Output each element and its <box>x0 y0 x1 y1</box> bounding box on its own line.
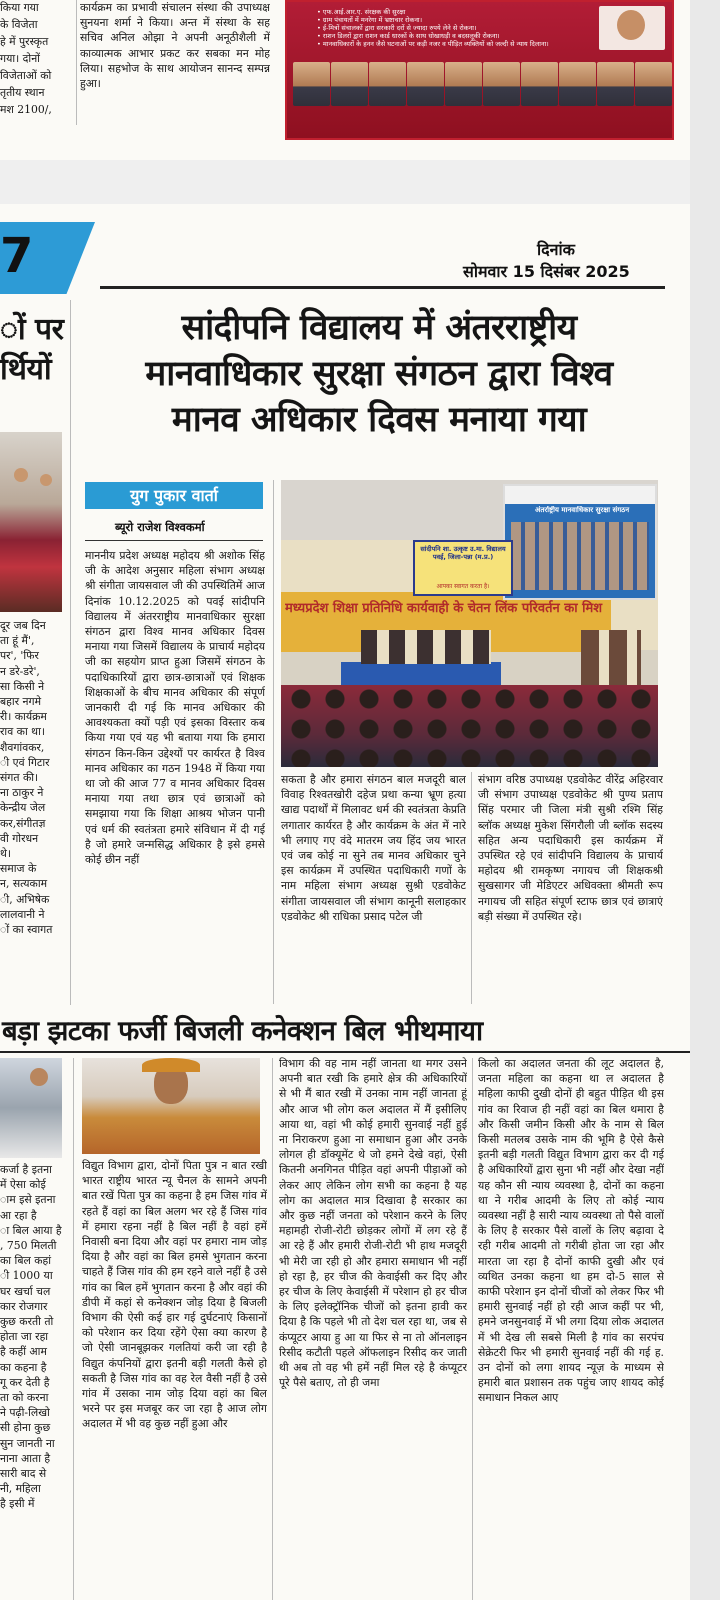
second-story-left-line: में ऐसा कोई <box>0 1178 46 1192</box>
left-headline-line: र्थियों <box>0 352 52 387</box>
second-story-left-line: आ रहा है <box>0 1208 37 1222</box>
byline: ब्यूरो राजेश विश्वकर्मा <box>115 520 205 534</box>
second-story-left-line: सुन जानती ना <box>0 1436 55 1450</box>
advertisement-line: • एफ.आई.आर.ए. संरक्षक की सुरक्षा <box>317 8 406 16</box>
second-story-left-line: नी, महिला <box>0 1482 41 1496</box>
column-divider <box>272 1058 273 1600</box>
students-audience <box>281 685 658 767</box>
page-gutter <box>690 0 720 1600</box>
event-banner <box>503 484 657 600</box>
second-story-column-3: विभाग की वह नाम नहीं जानता था मगर उसने अपनी बात रखी कि हमारे क्षेत्र की अधिकारियों से भी मैं बात रखी में उनका नाम नहीं जानता हूं और आज भी लोग कल अदालत में मैं इसीलिए आया था, वहां भी कोई हमारी सुनवाई नहीं हुई ना निराकरण हुआ ना समाधान हुआ और उनके लोगल ही डॉक्यूमेंट थे जो हमने देखे वहां, ऐसी कितनी अनगिनत पीड़ित वहां अपनी पीड़ाओं को लेकर आए लेकिन लोग सभी का कहना है यह लोग का अदालत मात्र दिखावा है सरकार का और कुछ नहीं जनता को परेशान करने के लिए महामही रोजी-रोटी छोड़कर लोगों में लग रहे हैं आ रहे हैं और हमारी रोजी-रोटी भी हाथ मजदूरी भी मेरी जा रही हो और हमारा समाधान भी नहीं हो रहा है, हर चीज की केवाईसी कर दिए और हर चीज के लिए केवाईसी में परेशान हो हर चीज के लिए इलेक्ट्रॉनिक चीजों को इतना हावी कर दिया है कि पहले भी तो देश चल रहा था, जब से कंप्यूटर आया हु आ या फिर से ना तो ऑनलाइन रिसीद कटौती पहले ऑफलाइन रिसीद कर जाती थी अब तो वह भी हमें नहीं मिल रहे है कंप्यूटर पूरे पैसे बताए, तो ही जमा <box>279 1057 467 1390</box>
byline-rule <box>85 540 263 541</box>
left-story-line: थे। <box>0 847 11 861</box>
top-column-2: कार्यक्रम का प्रभावी संचालन संस्था की उपाध्यक्ष सुनयना शर्मा ने किया। अन्त में संस्था के सह सचिव अनिल ओझा ने अपनी अनूठीशैली में काव्यात्मक आभार प्रकट कर सबका मन मोह लिया। सहभोज के साथ आयोजन सानन्द सम्पन्न हुआ। <box>80 1 270 91</box>
left-story-line: बहार नगमे <box>0 695 42 709</box>
left-story-line: ता हूं मैं', <box>0 634 35 648</box>
second-story-left-line: है कहीं आम <box>0 1345 47 1359</box>
left-headline-line: ों पर <box>0 312 64 347</box>
member-photo <box>331 62 368 106</box>
column-divider <box>70 300 71 1005</box>
advertisement-line: • ग्राम पंचायतों में मनरेगा में भ्रष्टाचार रोकना। <box>317 16 423 24</box>
page-number: 7 <box>0 228 34 284</box>
column-divider <box>273 480 274 1004</box>
second-story-left-line: घर खर्चा चल <box>0 1284 51 1298</box>
left-story-line: संगत की। <box>0 771 39 785</box>
left-story-line: ों का स्वागत <box>0 923 53 937</box>
second-story-left-line: सारी बाद से <box>0 1467 47 1481</box>
column-divider <box>471 772 472 1004</box>
top-column-1-line: तृतीय स्थान <box>0 86 45 99</box>
member-photo <box>407 62 444 106</box>
second-story-left-line: कर्जा है इतना <box>0 1163 52 1176</box>
date-label: दिनांक <box>537 240 575 259</box>
main-headline <box>84 305 674 443</box>
person-head <box>14 468 28 482</box>
second-story-left-line: गू कर देती है <box>0 1375 50 1389</box>
news-agency-tag: युग पुकार वार्ता <box>85 482 263 509</box>
second-story-rule <box>0 1051 690 1053</box>
member-photo <box>483 62 520 106</box>
second-story-left-line: ा बिल आया है <box>0 1223 62 1237</box>
left-story-line: ना ठाकुर ने <box>0 786 44 800</box>
portrait-face <box>617 10 645 40</box>
second-story-left-text <box>0 1162 68 1512</box>
top-column-1-line: हे में पुरस्कृत <box>0 35 49 48</box>
second-story-left-line: , 750 मिलती <box>0 1239 57 1253</box>
left-story-line: री। कार्यक्रम <box>0 710 47 724</box>
member-photo <box>597 62 634 106</box>
advertisement-banner <box>285 0 674 140</box>
top-column-1-line: के विजेता <box>0 18 38 31</box>
advertisement-faces-row <box>287 60 672 135</box>
second-story-left-line: सी होना कुछ <box>0 1421 51 1435</box>
main-headline-line-1: सांदीपनि विद्यालय में अंतरराष्ट्रीय <box>181 308 577 348</box>
member-photo <box>521 62 558 106</box>
advertisement-text <box>317 8 587 48</box>
second-story-left-line: ी 1000 या <box>0 1269 53 1283</box>
dignitaries <box>361 630 491 664</box>
woman-saree-head <box>142 1058 200 1072</box>
column-divider <box>73 1058 74 1600</box>
main-story-column-2: सकता है और हमारा संगठन बाल मजदूरी बाल विवाह रिश्वतखोरी दहेज प्रथा कन्या भ्रूण हत्या खाद्य पदार्थों में मिलावट धर्म की स्वतंत्रता केप्रति लगातार कार्यरत है और कार्यक्रम के अंत में नारे भी लगाए गए वंदे मातरम जय हिंद जय भारत एवं जब कोई ना सुने तब मानव अधिकार चुने इस कार्यक्रम में उपस्थित पदाधिकारी गणों के नाम महिला संभाग अध्यक्ष सुश्री एडवोकेट संगीता जायसवाल जी संभाग कानूनी सलाहकार एडवोकेट श्री राधिका प्रसाद पटेल जी <box>281 773 466 923</box>
main-story-column-1: माननीय प्रदेश अध्यक्ष महोदय श्री अशोक सिंह जी के आदेश अनुसार महिला संभाग अध्यक्ष श्री संगीता जायसवाल जी की उपस्थितिमें आज दिनांक 10.12.2025 को पवई सांदीपनि विद्यालय में अंतरराष्ट्रीय मानवाधिकार सुरक्षा संगठन द्वारा विश्व मानव अधिकार दिवस मनाया गया जिसमें विद्यालय के प्राचार्य महोदय जी का सहयोग प्राप्त हुआ जिसमें संगठन के पदाधिकारियों द्वारा छात्र-छात्राओं एवं शिक्षक शिक्षकाओं के बीच मानव अधिकार की संपूर्ण जानकारी दी गई कि मानव अधिकार की आवश्यकता क्यों पड़ी एवं इसका विस्तार कब किया गया एवं यह भी बताया गया कि हमारा संगठन किन-किन उद्देश्यों पर कार्यरत है विश्व मानव अधिकार का गठन 1948 में किया गया था जो की आज 77 व मानव अधिकार दिवस मनाया गया तथा छात्र एवं छात्राओं को समझाया गया कि शिक्षा आश्रय भोजन पानी एवं धर्म की स्वतंत्रता हमारे संविधान में दी गई है जो हमारे जन्मसिद्ध अधिकार है इसे हमसे कोई छीन नहीं <box>85 549 265 867</box>
second-story-left-line: है इसी में <box>0 1497 35 1511</box>
banner-top <box>505 486 655 504</box>
main-story-column-3: संभाग वरिष्ठ उपाध्यक्ष एडवोकेट वीरेंद्र अहिरवार जी संभाग उपाध्यक्ष एडवोकेट श्री पुण्य प्रताप सिंह परमार जी जिला मंत्री सुश्री रश्मि सिंह ब्लॉक अध्यक्ष मुकेश सिंगरौली जी ब्लॉक सदस्य सहित अन्य पदाधिकारी इस कार्यक्रम में उपस्थित रहे एवं सांदीपनि विद्यालय के प्राचार्य महोदय श्री रामकृष्ण नगायच जी शिक्षकश्री सुखसागर जी मेडिएटर अधिवक्ता श्रीमती रूप नगायच जी सहित संपूर्ण स्टाफ छात्र एवं छात्राएं बड़ी संख्या में उपस्थित रहे। <box>478 773 663 923</box>
standing-people <box>581 630 641 690</box>
second-story-left-line: का कहना है <box>0 1360 47 1374</box>
left-story-line: वी गोरधन <box>0 831 39 845</box>
top-column-1-line: गया। दोनों <box>0 52 40 65</box>
woman-photo <box>82 1058 260 1154</box>
left-story-line: राव का था। <box>0 725 45 739</box>
second-story-left-line: कुछ करती तो <box>0 1315 54 1329</box>
school-sign-board <box>413 540 513 596</box>
second-story-headline: बड़ा झटका फर्जी बिजली कनेक्शन बिल भीथमाया <box>2 1015 483 1047</box>
left-story-line: समाज के <box>0 862 37 876</box>
left-story-line: शैवगांवकर, <box>0 740 45 754</box>
column-divider <box>472 1058 473 1600</box>
left-story-line: न, सत्यकाम <box>0 877 48 891</box>
left-story-line: दूर जब दिन <box>0 619 46 632</box>
person-head <box>30 1068 48 1086</box>
top-column-1-line: मश 2100/, <box>0 103 52 116</box>
top-column-1-line: विजेताओं को <box>0 69 52 82</box>
second-story-column-4: किलो का अदालत जनता की लूट अदालत है, जनता महिला का कहना था ल अदालत है महिला काफी दुखी दोनों ही बहुत पीड़ित थी इस गांव का रिवाज ही नहीं वहां का बिल थमारा है और किसी जमीन किसी और के नाम से बिल किसी मतलब उसके नाम की भूमि है ऐसे कैसे इतनी बड़ी गलती विद्युत विभाग द्वारा कर दी गई है अधिकारियों द्वारा सुना भी नहीं और देखा नहीं यह कौन सी न्याय व्यवस्था है, दोनों का कहना था ने गरीब आदमी के लिए तो कोई न्याय व्यवस्था नहीं है सारी न्याय व्यवस्था तो पैसे वालों के लिए है सरकार पैसे वालों के लिए बढ़ावा दे रही गरीब आदमी तो गरीबी होता जा रहा और मारता जा रहा है दोनों काफी दुखी और एवं व्यथित उनका कहना था हम दो-5 साल से काफी परेशान इन दोनों चीजों को लेकर फिर भी हमारी सुनवाई नहीं हो रही आज कहीं पर भी, हमने जनसुनवाई में भी लगा दिया लोक अदालत में भी देख ली सबसे मिली है गांव का सरपंच सेक्रेटरी फिर भी हमारी सुनवाई नहीं की गई ह. उन दोनों को लगा शायद न्यूज़ के माध्यम से हमारी बात प्रशासन तक पहुंच जाए शायद कोई समाधान निकल आए <box>478 1057 664 1405</box>
left-story-line: पर', 'फिर <box>0 649 39 663</box>
school-sign-subtext: आपका स्वागत करता है। <box>436 583 490 590</box>
second-story-left-line: होता जा रहा <box>0 1330 49 1344</box>
left-story-line: न डरे-डरे', <box>0 664 40 678</box>
banner-faces <box>511 522 649 590</box>
member-photo <box>559 62 596 106</box>
second-story-left-line: कार रोजगार <box>0 1299 48 1313</box>
left-story-line: सा किसी ने <box>0 679 45 693</box>
second-story-left-photo <box>0 1058 62 1158</box>
second-story-left-line: नाना आता है <box>0 1451 51 1465</box>
second-story-column-2: विद्युत विभाग द्वारा, दोनों पिता पुत्र न बात रखी भारत राष्ट्रीय भारत न्यू चैनल के सामने अपनी बात रखें पिता पुत्र का कहना है हम जिस गांव में रहते हैं वहां का बिल अलग भर रहे हैं जिस गांव में हमारा रहना नहीं है बिल नहीं है वहां हमें निवासी बना दिया और वहां पर हमारा नाम जोड़ दिया है और वहां का बिल हमसे भुगतान करना चाहते हैं जिस गांव की हम रहने वाले नहीं है उसे गांव का बिल हमें भुगतान करना है और वहां की डीपी में कहां से कनेक्शन जोड़ दिया है बिजली विभाग की ऐसी कई हार गई दुर्घटनाएं किसानों को परेशान कर दिया रहेंगे ऐसा क्या कारण है जो ऐसी जानबूझकर गलतियां करी जा रही है विद्युत कंपनियों द्वारा इतनी बड़ी गलती कैसे हो सकती है जिस गांव का वह रेल वैसी नहीं है उसे गांव में उसका नाम जोड़ दिया वहां का बिल भरने पर इस मजबूर कर जा रहा है आज लोग अदालत में भी वह कुछ नहीं हुआ और <box>82 1159 267 1431</box>
left-story-line: ी एवं गिटार <box>0 755 50 769</box>
person-head <box>40 474 52 486</box>
main-headline-line-3: मानव अधिकार दिवस मनाया गया <box>171 400 587 440</box>
school-sign-text: सांदीपनि शा. उत्कृष्ट उ.मा. विद्यालय पवई, जिला-पन्ना (म.प्र.) <box>420 545 506 561</box>
second-story-left-line: ने पढ़ी-लिखो <box>0 1406 50 1420</box>
left-story-line: लालवानी ने <box>0 907 45 921</box>
advertisement-line: • मानवाधिकारों के हनन जैसे घटनाओं पर कड़ी नजर व पीड़ित व्यक्तियों को जल्दी से न्याय दिलाना। <box>317 40 549 48</box>
header-rule <box>100 286 665 289</box>
second-story-left-line: का बिल कहां <box>0 1254 52 1268</box>
member-photo <box>293 62 330 106</box>
left-story-line: ी, अभिषेक <box>0 892 50 906</box>
member-photo <box>369 62 406 106</box>
second-story-left-line: ाम इसे इतना <box>0 1193 56 1207</box>
top-column-1 <box>0 0 74 130</box>
advertisement-line: • राशन डिलरों द्वारा राशन कार्ड धारकों के साथ धोखाधड़ी व बदसलूकी रोकना। <box>317 32 500 40</box>
left-story-line: केन्द्रीय जेल <box>0 801 46 815</box>
left-story-line: कर,संगीतज्ञ <box>0 816 46 830</box>
left-story-text <box>0 618 62 937</box>
banner-title: अंतर्राष्ट्रीय मानवाधिकार सुरक्षा संगठन <box>535 506 630 514</box>
member-photo <box>445 62 482 106</box>
member-photo <box>635 62 672 106</box>
event-photo <box>281 480 658 767</box>
wall-painted-text: मध्यप्रदेश शिक्षा प्रतिनिधि कार्यवाही के चेतन लिंक परिवर्तन का मिश <box>285 601 603 616</box>
left-story-photo <box>0 432 62 612</box>
advertisement-line: • ई-मित्रों संचालकों द्वारा सरकारी दरों से ज्यादा रुपये लेने से रोकना। <box>317 24 477 32</box>
second-story-left-line: ता को करना <box>0 1391 49 1405</box>
date-value: सोमवार 15 दिसंबर 2025 <box>463 262 630 281</box>
main-headline-line-2: मानवाधिकार सुरक्षा संगठन द्वारा विश्व <box>145 354 613 394</box>
column-divider <box>76 0 77 125</box>
advertisement-portrait <box>599 6 665 50</box>
page-gap <box>0 160 690 204</box>
top-column-1-line: किया गया <box>0 1 39 14</box>
left-story-headline <box>0 310 63 390</box>
